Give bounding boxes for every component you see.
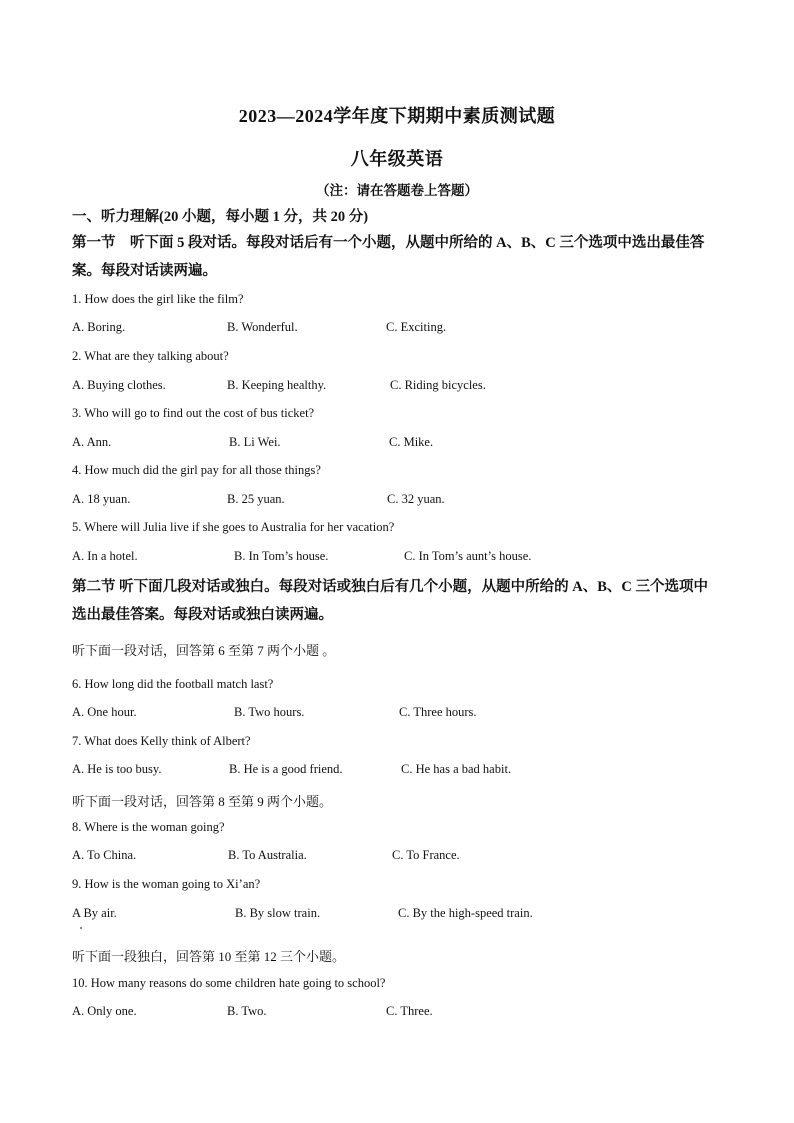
listening-intro-6-7: 听下面一段对话，回答第 6 至第 7 两个小题 。 xyxy=(72,643,336,658)
option-a: A. Boring. xyxy=(72,320,126,334)
question-7: 7. What does Kelly think of Albert? xyxy=(72,734,251,748)
option-c: C. In Tom’s aunt’s house. xyxy=(404,549,532,563)
option-a: A. One hour. xyxy=(72,705,137,719)
exam-note: （注：请在答题卷上答题） xyxy=(316,183,478,198)
option-c: C. Exciting. xyxy=(386,320,447,334)
question-1: 1. How does the girl like the film? xyxy=(72,292,244,306)
option-b: B. Li Wei. xyxy=(229,435,281,449)
option-a: A. Only one. xyxy=(72,1004,137,1018)
part-heading: 一、听力理解(20 小题，每小题 1 分，共 20 分) xyxy=(72,209,369,225)
question-10: 10. How many reasons do some children hate going to school? xyxy=(72,976,386,990)
options-2 xyxy=(72,378,722,394)
option-c: C. Riding bicycles. xyxy=(390,378,486,392)
exam-title: 2023—2024学年度下期期中素质测试题 xyxy=(238,106,556,126)
option-c: C. Three. xyxy=(386,1004,433,1018)
options-8 xyxy=(72,848,722,864)
option-b: B. Two. xyxy=(227,1004,267,1018)
section-2-instructions: 第二节 听下面几段对话或独白。每段对话或独白后有几个小题，从题中所给的 A、B、C 三个选项中选出最佳答案。每段对话或独白读两遍。 xyxy=(72,579,708,623)
options-6 xyxy=(72,705,722,721)
option-b: B. Keeping healthy. xyxy=(227,378,327,392)
option-b: B. 25 yuan. xyxy=(227,492,285,506)
option-a: A. Ann. xyxy=(72,435,112,449)
stray-dot xyxy=(80,927,82,929)
option-c: C. Three hours. xyxy=(399,705,477,719)
question-9: 9. How is the woman going to Xi’an? xyxy=(72,877,261,891)
option-c: C. 32 yuan. xyxy=(387,492,445,506)
option-b: B. To Australia. xyxy=(228,848,307,862)
exam-subtitle: 八年级英语 xyxy=(350,149,444,169)
options-5 xyxy=(72,549,722,565)
option-c: C. To France. xyxy=(392,848,460,862)
option-a: A. In a hotel. xyxy=(72,549,138,563)
options-9 xyxy=(72,906,722,922)
options-4 xyxy=(72,492,722,508)
option-b: B. By slow train. xyxy=(235,906,321,920)
option-a: A. To China. xyxy=(72,848,137,862)
option-c: C. He has a bad habit. xyxy=(401,762,512,776)
section-1-instructions: 第一节 听下面 5 段对话。每段对话后有一个小题，从题中所给的 A、B、C 三个选项中选出最佳答案。每段对话读两遍。 xyxy=(72,235,705,279)
option-b: B. Wonderful. xyxy=(227,320,298,334)
listening-intro-10-12: 听下面一段独白，回答第 10 至第 12 三个小题。 xyxy=(72,949,346,964)
option-a: A. He is too busy. xyxy=(72,762,162,776)
option-b: B. In Tom’s house. xyxy=(234,549,329,563)
question-2: 2. What are they talking about? xyxy=(72,349,229,363)
question-3: 3. Who will go to find out the cost of bus ticket? xyxy=(72,406,315,420)
option-c: C. By the high-speed train. xyxy=(398,906,533,920)
listening-intro-8-9: 听下面一段对话，回答第 8 至第 9 两个小题。 xyxy=(72,794,333,809)
question-5: 5. Where will Julia live if she goes to Australia for her vacation? xyxy=(72,520,395,534)
options-10 xyxy=(72,1004,722,1020)
option-b: B. He is a good friend. xyxy=(229,762,343,776)
option-a: A By air. xyxy=(72,906,117,920)
option-a: A. 18 yuan. xyxy=(72,492,131,506)
options-3 xyxy=(72,435,722,451)
option-a: A. Buying clothes. xyxy=(72,378,166,392)
options-7 xyxy=(72,762,722,778)
question-8: 8. Where is the woman going? xyxy=(72,820,225,834)
options-1 xyxy=(72,320,722,336)
question-6: 6. How long did the football match last? xyxy=(72,677,274,691)
question-4: 4. How much did the girl pay for all those things? xyxy=(72,463,321,477)
option-b: B. Two hours. xyxy=(234,705,305,719)
option-c: C. Mike. xyxy=(389,435,434,449)
